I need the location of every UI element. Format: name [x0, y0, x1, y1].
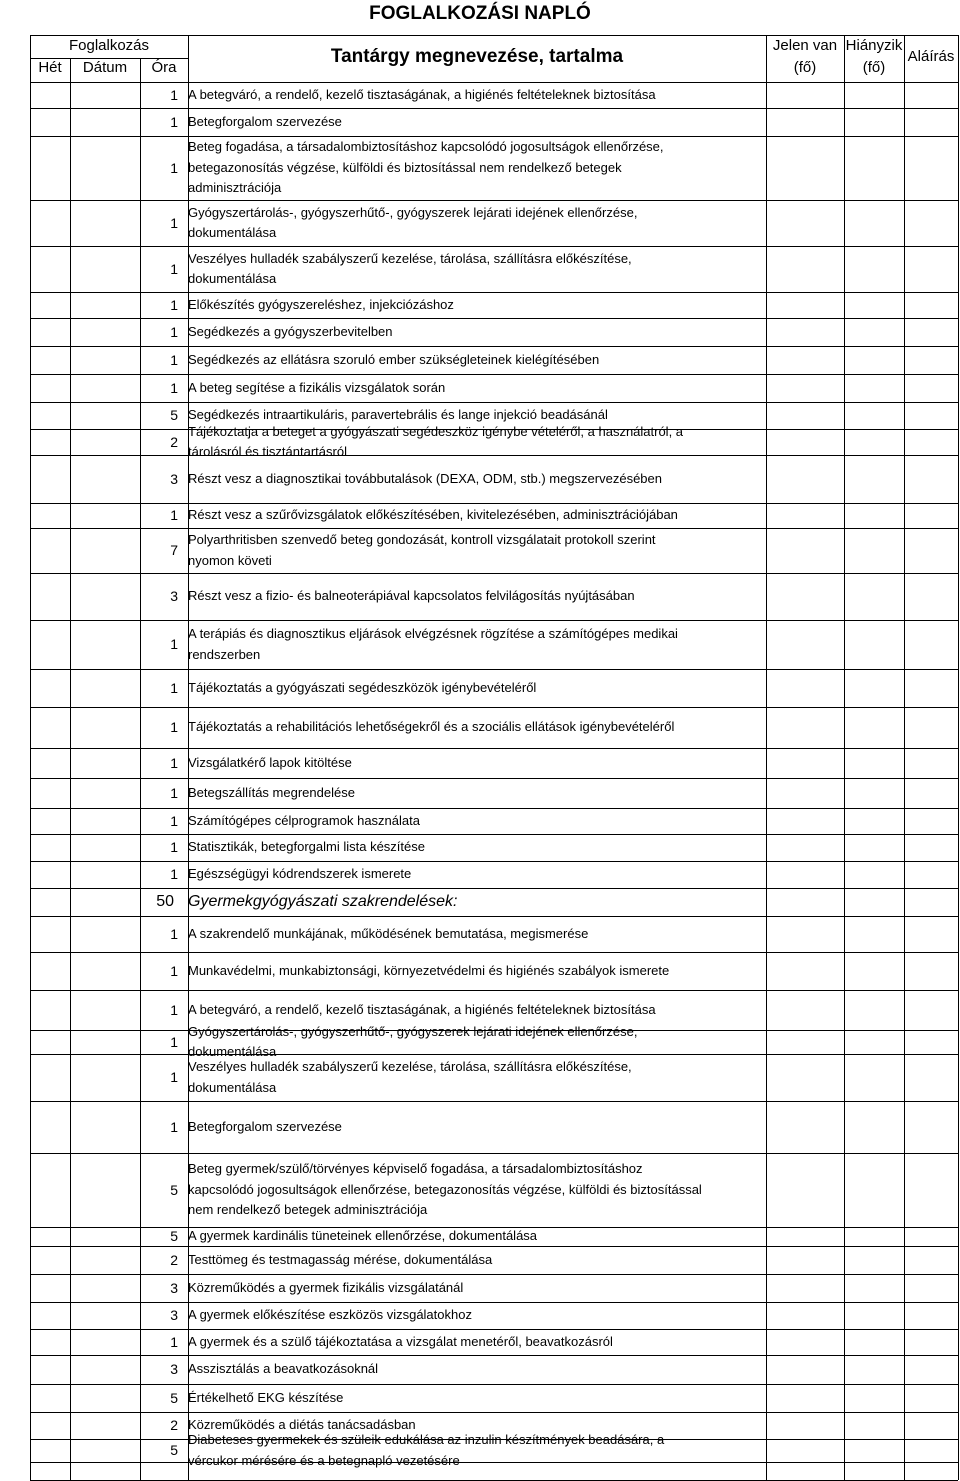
- row-divider: [30, 503, 958, 504]
- row-hours: 1: [170, 963, 178, 979]
- row-task-line: Betegforgalom szervezése: [188, 113, 342, 129]
- row-hours: 3: [170, 1307, 178, 1323]
- row-hours: 1: [170, 1069, 178, 1085]
- row-hours: 3: [170, 588, 178, 604]
- column-divider: [766, 35, 767, 1480]
- row-task-line: Statisztikák, betegforgalmi lista készítése: [188, 839, 425, 855]
- table-row: [30, 1246, 958, 1274]
- table-row: [30, 1329, 958, 1355]
- row-divider: [30, 669, 958, 670]
- header-subject: Tantárgy megnevezése, tartalma: [330, 46, 624, 67]
- row-task-line: kapcsolódó jogosultságok ellenőrzése, betegazonosítás végzése, külföldi és biztosítással: [188, 1181, 702, 1197]
- row-task-line: A betegváró, a rendelő, kezelő tisztaságának, a higiénés feltételeknek biztosítása: [188, 86, 656, 102]
- row-hours: 1: [170, 297, 178, 313]
- row-divider: [30, 528, 958, 529]
- row-task-line: A szakrendelő munkájának, működésének bemutatása, megismerése: [188, 925, 589, 941]
- row-task: [188, 1278, 766, 1299]
- row-task-line: dokumentálása: [188, 271, 277, 286]
- table-row: [30, 374, 958, 402]
- row-task: [188, 1057, 766, 1098]
- row-divider: [30, 1462, 958, 1463]
- row-task: [188, 837, 766, 858]
- row-task: [188, 1117, 766, 1138]
- row-divider: [30, 82, 958, 83]
- row-task: [188, 112, 766, 133]
- row-hours: 5: [170, 407, 178, 423]
- row-divider: [30, 1329, 958, 1330]
- header-present: [766, 37, 844, 77]
- table-row: [30, 707, 958, 748]
- row-task: [188, 1000, 766, 1021]
- row-task-line: Részt vesz a szűrővizsgálatok előkészítésében, kivitelezésében, adminisztrációjában: [188, 507, 678, 523]
- row-task-line: Veszélyes hulladék szabályszerű kezelése, tárolása, szállításra előkészítése,: [188, 1059, 632, 1074]
- row-task-line: tárolásról és tisztántartásról: [188, 444, 347, 459]
- row-task-line: A terápiás és diagnosztikus eljárások elvégzésnek rögzítése a számítógépes medikai: [188, 626, 678, 641]
- row-divider: [30, 748, 958, 749]
- row-task: [188, 137, 766, 199]
- row-task: [188, 753, 766, 774]
- row-hours: 2: [170, 434, 178, 450]
- row-task-line: Közreműködés a gyermek fizikális vizsgálatánál: [188, 1279, 464, 1295]
- column-divider: [188, 35, 189, 1480]
- row-task-line: A betegváró, a rendelő, kezelő tisztaságának, a higiénés feltételeknek biztosítása: [188, 1001, 656, 1017]
- row-task: [188, 717, 766, 738]
- column-divider: [844, 35, 845, 1480]
- row-task: [188, 678, 766, 699]
- row-divider: [30, 1302, 958, 1303]
- row-divider: [30, 246, 958, 247]
- table-row: [30, 1302, 958, 1329]
- row-task: [188, 1430, 766, 1471]
- table-row: [30, 1274, 958, 1302]
- row-task-line: Segédkezés a gyógyszerbevitelben: [188, 323, 393, 339]
- row-task-line: A gyermek kardinális tüneteinek ellenőrzése, dokumentálása: [188, 1228, 538, 1244]
- row-task-line: Polyarthritisben szenvedő beteg gondozását, kontroll vizsgálatait protokoll szerint: [188, 532, 656, 547]
- row-task: [188, 85, 766, 106]
- table-row: [30, 423, 958, 459]
- header-hour: Óra: [151, 59, 177, 76]
- row-task-line: A gyermek előkészítése eszközös vizsgálatokhoz: [188, 1307, 472, 1323]
- table-row: [30, 246, 958, 292]
- row-task: [188, 864, 766, 885]
- table-row: [30, 1227, 958, 1246]
- table-row: [30, 503, 958, 528]
- row-task: [188, 1159, 766, 1221]
- table-row: [30, 136, 958, 200]
- row-hours: 3: [170, 1361, 178, 1377]
- row-hours: 1: [170, 785, 178, 801]
- row-task: [188, 1332, 766, 1353]
- row-hours: 1: [170, 839, 178, 855]
- table-row: [30, 834, 958, 861]
- row-task-line: Gyógyszertárolás-, gyógyszerhűtő-, gyógyszerek lejárati idejének ellenőrzése,: [188, 1023, 638, 1039]
- row-task-line: Testtömeg és testmagasság mérése, dokumentálása: [188, 1251, 493, 1267]
- row-task-line: vércukor mérésére és a betegnapló vezetésére: [188, 1452, 460, 1468]
- row-task-line: Részt vesz a fizio- és balneoterápiával kapcsolatos felvilágosítás nyújtásában: [188, 588, 635, 604]
- table-row: [30, 1153, 958, 1227]
- row-task-line: Segédkezés intraartikuláris, paravertebrális és lange injekció beadásánál: [188, 407, 608, 423]
- row-task: [188, 624, 766, 665]
- header-group: Foglalkozás: [68, 37, 150, 54]
- row-task-line: Számítógépes célprogramok használata: [188, 812, 420, 828]
- row-divider: [30, 707, 958, 708]
- table-row: [30, 346, 958, 374]
- table-row: [30, 1432, 958, 1468]
- row-divider: [30, 318, 958, 319]
- row-task-line: Segédkezés az ellátásra szoruló ember szükségleteinek kielégítésében: [188, 351, 600, 367]
- row-hours: 3: [170, 1280, 178, 1296]
- row-divider: [30, 952, 958, 953]
- row-hours: 1: [170, 680, 178, 696]
- table-row: [30, 861, 958, 888]
- table-row: [30, 669, 958, 707]
- row-task: [188, 350, 766, 371]
- header-date: Dátum: [82, 59, 128, 76]
- row-hours: 1: [170, 261, 178, 277]
- column-divider: [30, 35, 31, 1480]
- row-task-line: Beteg gyermek/szülő/törvényes képviselő fogadása, a társadalombiztosításhoz: [188, 1161, 643, 1177]
- row-hours: 5: [170, 1228, 178, 1244]
- row-divider: [30, 1384, 958, 1385]
- row-hours: 1: [170, 352, 178, 368]
- row-divider: [30, 834, 958, 835]
- row-hours: 1: [170, 380, 178, 396]
- row-divider: [30, 573, 958, 574]
- row-divider: [30, 429, 958, 430]
- row-task-line: Tájékoztatás a rehabilitációs lehetőségekről és a szociális ellátások igénybevételéről: [188, 719, 675, 735]
- row-task-line: A gyermek és a szülő tájékoztatása a vizsgálat menetéről, beavatkozásról: [188, 1333, 613, 1349]
- table-row: [30, 952, 958, 990]
- row-task: [188, 469, 766, 490]
- header-present-unit: (fő): [793, 59, 817, 76]
- row-task-line: rendszerben: [188, 646, 261, 662]
- row-hours: 1: [170, 755, 178, 771]
- row-task-line: Gyógyszertárolás-, gyógyszerhűtő-, gyógyszerek lejárati idejének ellenőrzése,: [188, 204, 638, 220]
- row-task: [188, 783, 766, 804]
- row-task-line: Tájékoztatás a gyógyászati segédeszközök igénybevételéről: [188, 679, 537, 695]
- row-task: [188, 203, 766, 244]
- header-present-label: Jelen van: [772, 37, 838, 54]
- row-task: [188, 505, 766, 526]
- table-row: [30, 748, 958, 778]
- header-absent-label: Hiányzik: [845, 37, 903, 54]
- row-hours: 1: [170, 1002, 178, 1018]
- section-row: [30, 888, 958, 916]
- row-task-line: dokumentálása: [188, 225, 277, 240]
- row-task-line: Közreműködés a diétás tanácsadásban: [188, 1417, 416, 1433]
- row-divider: [30, 108, 958, 109]
- section-hours: 50: [156, 893, 174, 910]
- row-task: [188, 924, 766, 945]
- row-divider: [30, 374, 958, 375]
- row-hours: 1: [170, 1034, 178, 1050]
- table-row: [30, 573, 958, 620]
- row-task-line: Értékelhető EKG készítése: [188, 1389, 344, 1405]
- row-task-line: Munkavédelmi, munkabiztonsági, környezetvédelmi és higiénés szabályok ismerete: [188, 962, 670, 978]
- row-hours: 5: [170, 1390, 178, 1406]
- table-row: [30, 1384, 958, 1412]
- header-signature: Aláírás: [907, 48, 955, 65]
- row-divider: [30, 346, 958, 347]
- row-hours: 5: [170, 1442, 178, 1458]
- row-hours: 1: [170, 719, 178, 735]
- row-hours: 1: [170, 507, 178, 523]
- row-task-line: Veszélyes hulladék szabályszerű kezelése, tárolása, szállításra előkészítése,: [188, 250, 632, 266]
- table-row: [30, 916, 958, 952]
- table-row: [30, 778, 958, 808]
- row-divider: [30, 861, 958, 862]
- row-divider: [30, 1101, 958, 1102]
- row-divider: [30, 35, 958, 36]
- row-task: [188, 295, 766, 316]
- row-divider: [30, 888, 958, 889]
- table-row: [30, 82, 958, 108]
- row-hours: 1: [170, 215, 178, 231]
- column-divider: [958, 35, 959, 1480]
- row-hours: 3: [170, 471, 178, 487]
- table-row: [30, 1355, 958, 1384]
- row-task-line: dokumentálása: [188, 1079, 277, 1095]
- row-divider: [30, 1412, 958, 1413]
- row-task-line: Asszisztálás a beavatkozásoknál: [188, 1361, 379, 1377]
- table-row: [30, 108, 958, 136]
- table-row: [30, 318, 958, 346]
- row-hours: 2: [170, 1417, 178, 1433]
- row-divider: [30, 402, 958, 403]
- row-task: [188, 1226, 766, 1247]
- column-divider: [140, 58, 141, 1480]
- row-divider: [30, 1153, 958, 1154]
- row-hours: 2: [170, 1252, 178, 1268]
- row-divider: [30, 916, 958, 917]
- log-table: [30, 35, 958, 1480]
- row-hours: 5: [170, 1182, 178, 1198]
- row-task-line: Előkészítés gyógyszereléshez, injekciózáshoz: [188, 296, 454, 312]
- row-task: [188, 1388, 766, 1409]
- row-task: [188, 1305, 766, 1326]
- row-task-line: Egészségügyi kódrendszerek ismerete: [188, 866, 412, 882]
- row-task: [188, 378, 766, 399]
- row-task-line: nyomon követi: [188, 552, 272, 568]
- column-divider: [70, 58, 71, 1480]
- row-hours: 1: [170, 866, 178, 882]
- header-absent: [844, 37, 904, 77]
- row-task-line: Részt vesz a diagnosztikai továbbutalások (DEXA, ODM, stb.) megszervezésében: [188, 470, 662, 486]
- header-week: Hét: [38, 59, 62, 76]
- table-row: [30, 1101, 958, 1153]
- row-hours: 1: [170, 160, 178, 176]
- row-task-line: Betegforgalom szervezése: [188, 1118, 342, 1134]
- row-task-line: adminisztrációja: [188, 180, 282, 196]
- row-task-line: Diabeteses gyermekek és szüleik edukálása az inzulin készítmények beadására, a: [188, 1432, 665, 1447]
- row-divider: [30, 1054, 958, 1055]
- row-hours: 1: [170, 636, 178, 652]
- row-hours: 1: [170, 114, 178, 130]
- row-hours: 1: [170, 87, 178, 103]
- row-task-line: Beteg fogadása, a társadalombiztosításhoz kapcsolódó jogosultságok ellenőrzése,: [188, 139, 664, 155]
- row-task-line: A beteg segítése a fizikális vizsgálatok során: [188, 379, 446, 395]
- row-divider: [30, 778, 958, 779]
- header-absent-unit: (fő): [862, 59, 886, 76]
- table-row: [30, 1054, 958, 1101]
- row-task-line: nem rendelkező betegek adminisztrációja: [188, 1202, 428, 1218]
- table-row: [30, 292, 958, 318]
- table-row: [30, 528, 958, 573]
- page-title: FOGLALKOZÁSI NAPLÓ: [369, 3, 591, 24]
- row-hours: 1: [170, 1119, 178, 1135]
- table-row: [30, 1023, 958, 1059]
- row-divider: [30, 136, 958, 137]
- row-task: [188, 249, 766, 290]
- section-title: Gyermekgyógyászati szakrendelések:: [188, 893, 458, 910]
- row-task: [188, 961, 766, 982]
- row-divider: [30, 292, 958, 293]
- row-divider: [30, 808, 958, 809]
- table-row: [30, 620, 958, 669]
- table-row: [30, 808, 958, 834]
- row-hours: 1: [170, 926, 178, 942]
- column-divider: [904, 35, 905, 1480]
- row-divider: [30, 620, 958, 621]
- row-task-line: dokumentálása: [188, 1044, 277, 1059]
- row-task-line: betegazonosítás végzése, külföldi és biztosítással nem rendelkező betegek: [188, 159, 622, 175]
- table-row: [30, 200, 958, 246]
- row-task: [188, 530, 766, 571]
- row-divider: [30, 1439, 958, 1440]
- row-divider: [30, 1030, 958, 1031]
- header-divider: [30, 58, 188, 59]
- row-divider: [30, 200, 958, 201]
- row-divider: [30, 455, 958, 456]
- row-task-line: Betegszállítás megrendelése: [188, 784, 355, 800]
- row-task: [188, 1359, 766, 1380]
- row-hours: 1: [170, 1334, 178, 1350]
- row-task: [188, 322, 766, 343]
- row-divider: [30, 1246, 958, 1247]
- row-task: [188, 1250, 766, 1271]
- row-divider: [30, 1274, 958, 1275]
- row-task: [188, 811, 766, 832]
- row-hours: 1: [170, 813, 178, 829]
- row-task-line: Vizsgálatkérő lapok kitöltése: [188, 754, 352, 770]
- row-task-line: Tájékoztatja a beteget a gyógyászati segédeszköz igénybe vételéről, a használatról, a: [188, 423, 684, 439]
- row-task: [188, 586, 766, 607]
- row-divider: [30, 1227, 958, 1228]
- row-hours: 1: [170, 324, 178, 340]
- row-divider: [30, 990, 958, 991]
- table-row: [30, 455, 958, 503]
- row-hours: 7: [170, 542, 178, 558]
- row-divider: [30, 1355, 958, 1356]
